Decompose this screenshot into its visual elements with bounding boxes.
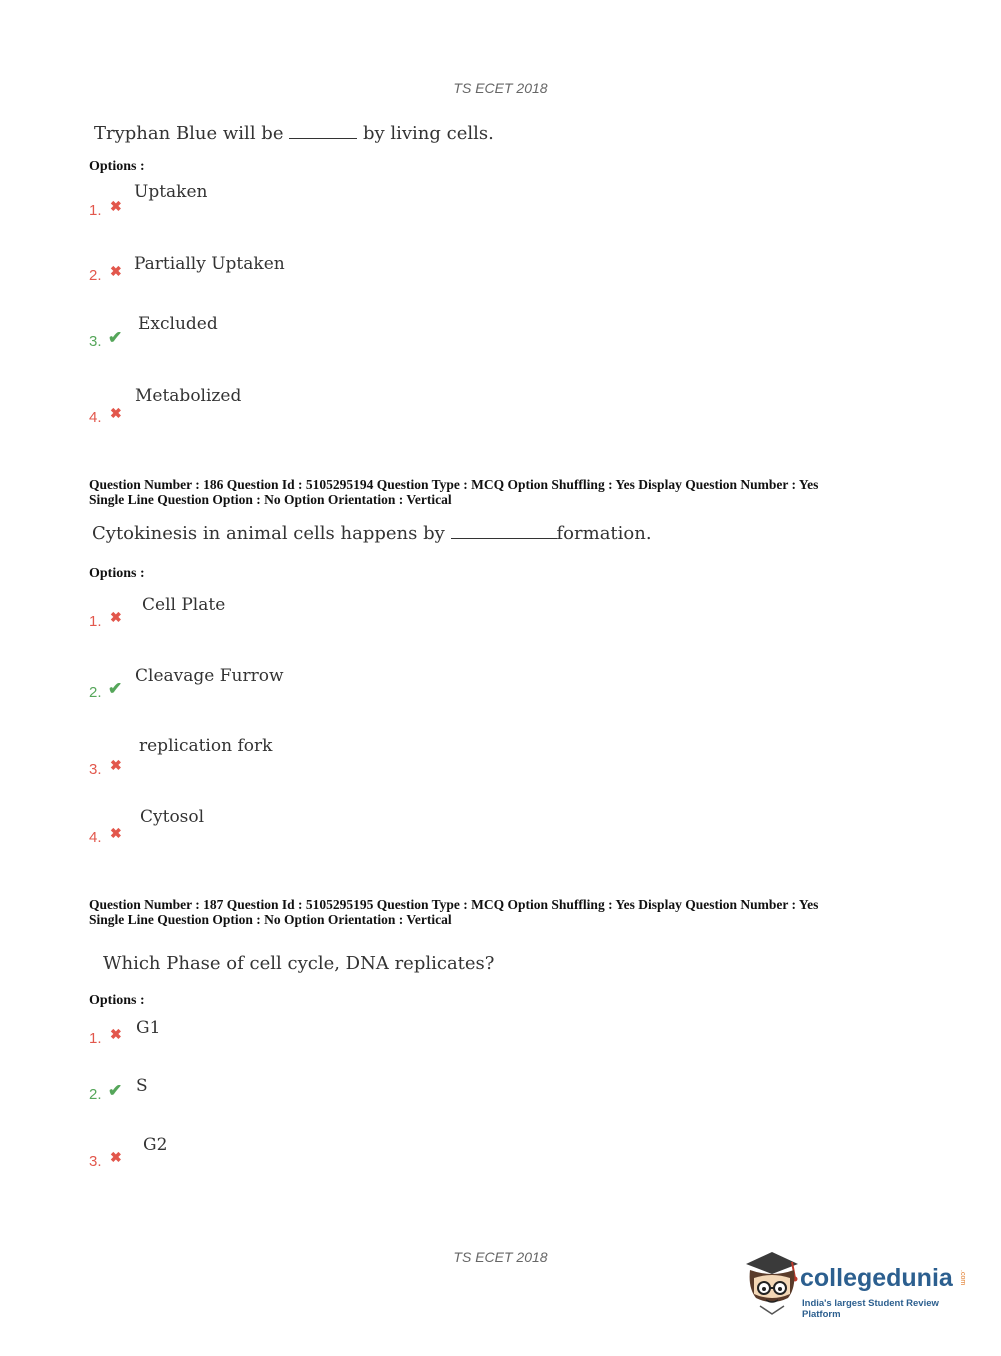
options-label: Options : <box>89 159 145 174</box>
question-187-text: Which Phase of cell cycle, DNA replicates? <box>103 953 495 974</box>
option-number: 2. <box>89 267 102 284</box>
meta-line-2: Single Line Question Option : No Option Orientation : Vertical <box>89 492 452 507</box>
option-number: 2. <box>89 684 102 701</box>
option-number: 1. <box>89 202 102 219</box>
options-label: Options : <box>89 566 145 581</box>
answer-blank <box>451 522 557 539</box>
question-185-text <box>94 122 494 144</box>
check-icon: ✔ <box>108 1081 123 1100</box>
option-text: G2 <box>143 1135 168 1155</box>
option-text: replication fork <box>139 736 273 756</box>
option-text: G1 <box>136 1018 161 1038</box>
option-text: Cell Plate <box>142 595 226 615</box>
option-number: 1. <box>89 613 102 630</box>
option-number: 3. <box>89 333 102 350</box>
question-text-start: Tryphan Blue will be <box>94 123 284 144</box>
option-number: 3. <box>89 1153 102 1170</box>
cross-icon: ✖ <box>110 407 122 422</box>
option-text: Excluded <box>138 314 218 334</box>
question-186-text <box>92 522 652 544</box>
options-label: Options : <box>89 993 145 1008</box>
question-187-meta <box>89 897 818 927</box>
option-number: 4. <box>89 829 102 846</box>
answer-blank <box>289 122 357 139</box>
logo-name: collegedunia <box>800 1264 953 1292</box>
collegedunia-logo <box>742 1248 972 1318</box>
check-icon: ✔ <box>108 679 123 698</box>
option-number: 2. <box>89 1086 102 1103</box>
meta-line-1: Question Number : 187 Question Id : 5105295195 Question Type : MCQ Option Shuffling : Yes Display Question Number : Yes <box>89 897 819 912</box>
cross-icon: ✖ <box>110 1151 122 1166</box>
cross-icon: ✖ <box>110 759 122 774</box>
cross-icon: ✖ <box>110 1028 122 1043</box>
cross-icon: ✖ <box>110 200 122 215</box>
question-186-meta <box>89 477 818 507</box>
option-number: 3. <box>89 761 102 778</box>
logo-tagline: India's largest Student Review Platform <box>802 1298 939 1320</box>
cross-icon: ✖ <box>110 265 122 280</box>
logo-suffix: .com <box>959 1270 966 1286</box>
question-text-start: Cytokinesis in animal cells happens by <box>92 523 445 544</box>
mascot-icon <box>742 1248 802 1318</box>
option-number: 1. <box>89 1030 102 1047</box>
meta-line-2: Single Line Question Option : No Option Orientation : Vertical <box>89 912 452 927</box>
page-header: TS ECET 2018 <box>453 80 548 96</box>
option-number: 4. <box>89 409 102 426</box>
option-text: Cleavage Furrow <box>135 666 284 686</box>
option-text: Metabolized <box>135 386 242 406</box>
page-footer: TS ECET 2018 <box>453 1249 548 1265</box>
question-text-end: by living cells. <box>362 123 494 144</box>
option-text: Uptaken <box>134 182 208 202</box>
check-icon: ✔ <box>108 328 123 347</box>
question-text-end: formation. <box>556 523 652 544</box>
cross-icon: ✖ <box>110 827 122 842</box>
option-text: Partially Uptaken <box>134 254 285 274</box>
option-text: Cytosol <box>140 807 205 827</box>
meta-line-1: Question Number : 186 Question Id : 5105295194 Question Type : MCQ Option Shuffling : Yes Display Question Number : Yes <box>89 477 819 492</box>
option-text: S <box>136 1076 148 1096</box>
cross-icon: ✖ <box>110 611 122 626</box>
